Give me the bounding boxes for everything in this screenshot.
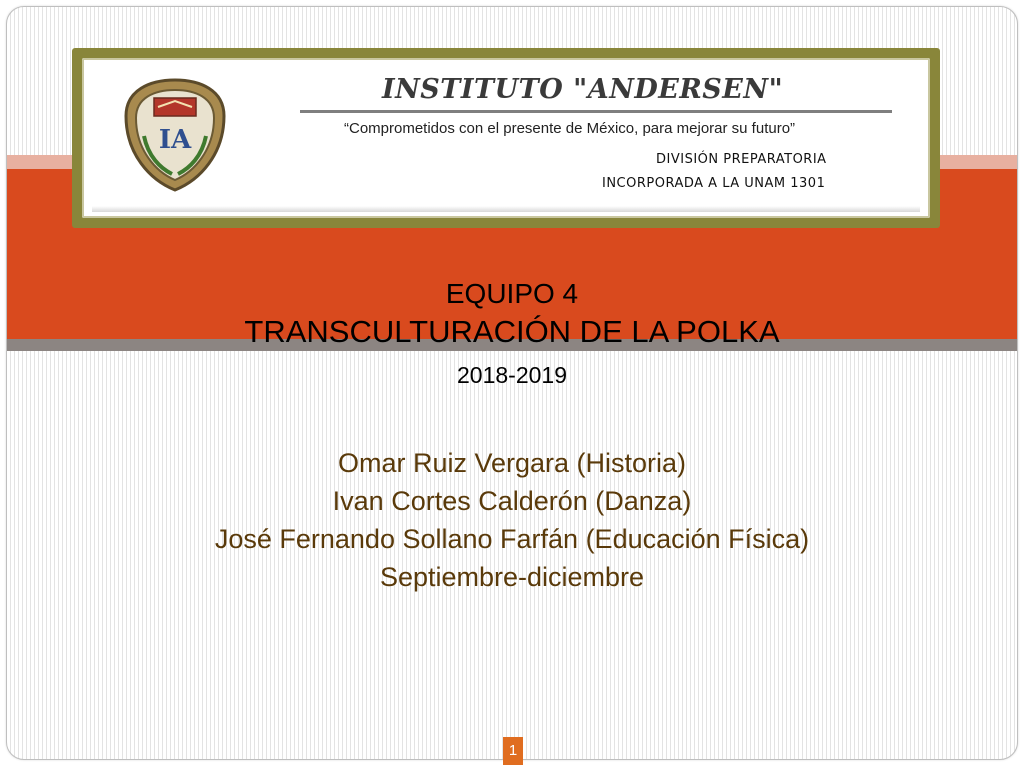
year-range: 2018-2019 [457, 362, 567, 388]
member-item: Omar Ruiz Vergara (Historia) [337, 448, 687, 478]
school-crest-icon [120, 76, 230, 194]
division-label: DIVISIÓN PREPARATORIA [656, 152, 827, 167]
member-item: Ivan Cortes Calderón (Danza) [332, 486, 692, 516]
period-label: Septiembre-diciembre [379, 562, 645, 592]
members-list [0, 444, 1024, 596]
institution-name: INSTITUTO "ANDERSEN" [382, 74, 784, 105]
project-title: TRANSCULTURACIÓN DE LA POLKA [244, 314, 780, 349]
slide-number: 1 [503, 737, 523, 765]
institution-motto: “Comprometidos con el presente de México, para mejorar su futuro” [344, 120, 796, 137]
incorporation-label: INCORPORADA A LA UNAM 1301 [602, 176, 826, 191]
member-item: José Fernando Sollano Farfán (Educación Física) [214, 524, 810, 554]
header-rule [300, 110, 892, 113]
institution-header [82, 58, 930, 218]
crest-monogram: IA [158, 125, 192, 155]
team-label: EQUIPO 4 [445, 278, 579, 309]
